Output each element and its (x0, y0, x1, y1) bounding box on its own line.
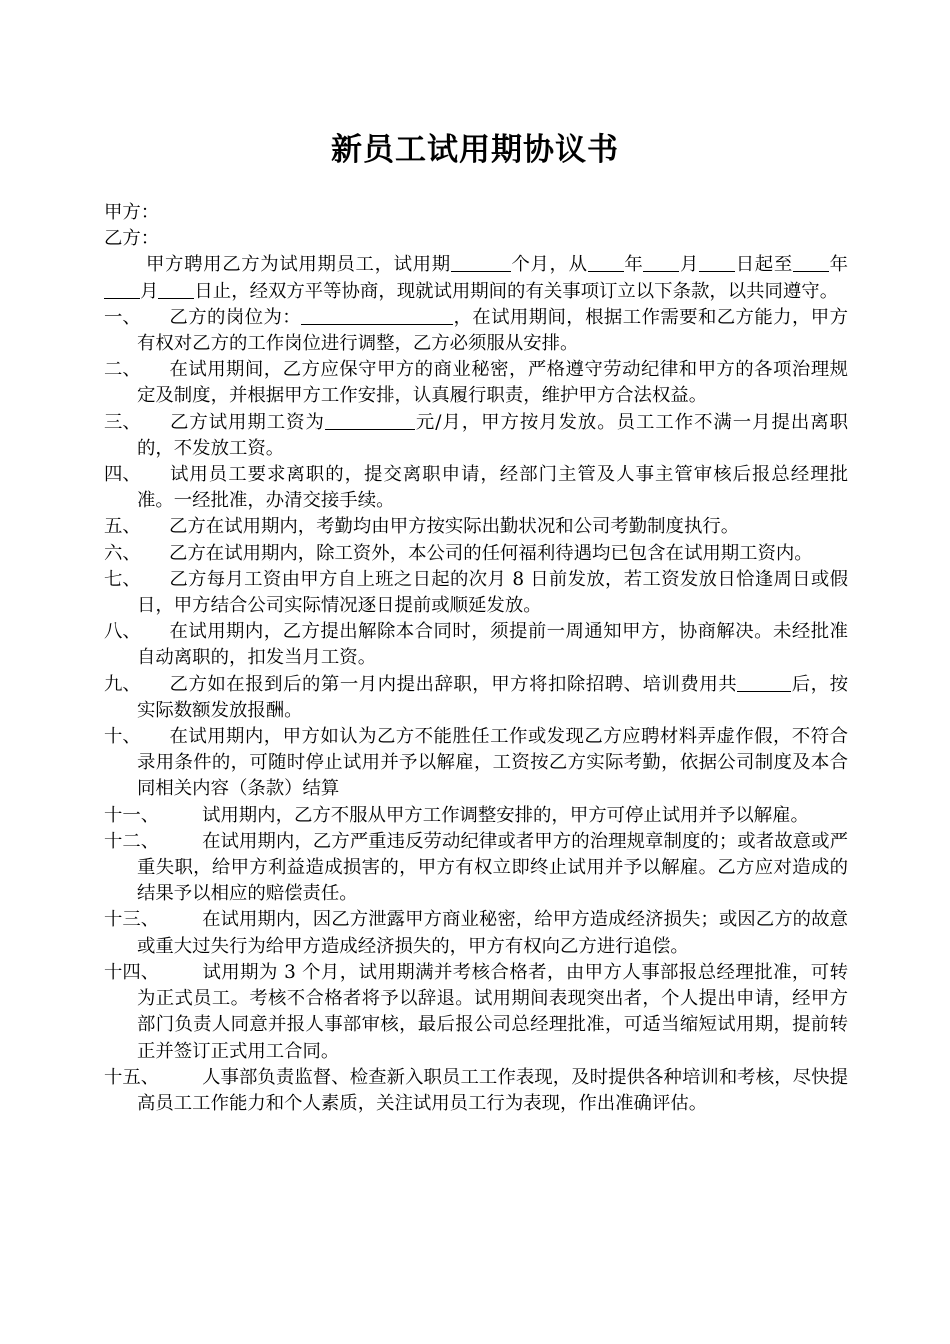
clause-text: ，在试用期间，根据工作需要和乙方能力，甲方有权对乙方的工作岗位进行调整，乙方必须服从安排。 (137, 306, 848, 355)
intro-text-5: 日起至 (735, 254, 793, 276)
clause-number: 十二、 (104, 830, 160, 852)
intro-text-7: 月 (140, 280, 159, 302)
intro-text-3: 年 (623, 254, 644, 276)
clause-number: 二、 (104, 359, 141, 381)
clause-number: 十、 (104, 726, 141, 748)
clause-number: 十一、 (104, 804, 160, 826)
clause-number: 七、 (104, 568, 141, 590)
clause-number: 九、 (104, 673, 141, 695)
clause-text: 试用员工要求离职的，提交离职申请，经部门主管及人事主管审核后报总经理批准。一经批准，办清交接手续。 (137, 464, 848, 512)
start-month-blank[interactable] (643, 253, 679, 272)
probation-months-blank[interactable] (451, 253, 511, 272)
clause-text: 在试用期内，乙方提出解除本合同时，须提前一周通知甲方，协商解决。未经批准自动离职的，扣发当月工资。 (137, 621, 848, 669)
clause-text: 乙方在试用期内，除工资外，本公司的任何福利待遇均已包含在试用期工资内。 (169, 542, 813, 564)
clause-9 (104, 672, 848, 724)
clause-text: 试用期为 3 个月，试用期满并考核合格者，由甲方人事部报总经理批准，可转为正式员工。考核不合格者将予以辞退。试用期间表现突出者，个人提出申请，经甲方部门负责人同意并报人事部审核，最后报公司总经理批准，可适当缩短试用期，提前转正并签订正式用工合同。 (137, 961, 848, 1062)
clause-text: 在试用期内，乙方严重违反劳动纪律或者甲方的治理规章制度的；或者故意或严重失职，给甲方利益造成损害的，甲方有权立即终止试用并予以解雇。乙方应对造成的结果予以相应的赔偿责任。 (137, 830, 848, 905)
intro-text-8: 日止，经双方平等协商，现就试用期间的有关事项订立以下条款，以共同遵守。 (194, 280, 839, 302)
clause-2 (104, 357, 848, 409)
clause-text: 元/月，甲方按月发放。员工工作不满一月提出离职的，不发放工资。 (137, 411, 848, 459)
intro-text-1: 甲方聘用乙方为试用期员工，试用期 (146, 254, 451, 276)
clause-3 (104, 410, 848, 462)
intro-paragraph (104, 252, 848, 304)
clause-13 (104, 907, 848, 959)
clause-number: 十三、 (104, 909, 160, 931)
clause-text: 乙方试用期工资为 (169, 411, 325, 433)
clause-number: 四、 (104, 464, 141, 486)
end-month-blank[interactable] (104, 280, 140, 299)
clause-text: 试用期内，乙方不服从甲方工作调整安排的，甲方可停止试用并予以解雇。 (202, 804, 809, 826)
intro-text-2: 个月，从 (510, 254, 588, 276)
clause-12 (104, 829, 848, 908)
clause-text: 在试用期内，因乙方泄露甲方商业秘密，给甲方造成经济损失；或因乙方的故意或重大过失行为给甲方造成经济损失的，甲方有权向乙方进行追偿。 (137, 909, 848, 957)
end-year-blank[interactable] (793, 253, 829, 272)
intro-text-4: 月 (679, 254, 700, 276)
clause-number: 五、 (104, 516, 141, 538)
training-fee-blank[interactable] (737, 673, 791, 692)
clause-text: 在试用期间，乙方应保守甲方的商业秘密，严格遵守劳动纪律和甲方的各项治理规定及制度，并根据甲方工作安排，认真履行职责，维护甲方合法权益。 (137, 359, 848, 407)
start-day-blank[interactable] (699, 253, 735, 272)
clause-number: 十四、 (104, 961, 160, 983)
start-year-blank[interactable] (588, 253, 624, 272)
clause-number: 一、 (104, 306, 141, 328)
clause-text: 在试用期内，甲方如认为乙方不能胜任工作或发现乙方应聘材料弄虚作假，不符合录用条件的，可随时停止试用并予以解雇，工资按乙方实际考勤，依据公司制度及本合同相关内容（条款）结算 (137, 726, 848, 800)
clause-15 (104, 1065, 848, 1117)
clause-text: 乙方每月工资由甲方自上班之日起的次月 8 日前发放，若工资发放日恰逢周日或假日，甲方结合公司实际情况逐日提前或顺延发放。 (137, 568, 848, 617)
party-a-label: 甲方： (104, 202, 160, 223)
clause-10 (104, 724, 848, 803)
clause-4 (104, 462, 848, 514)
clause-text: 乙方在试用期内，考勤均由甲方按实际出勤状况和公司考勤制度执行。 (169, 516, 740, 538)
party-b-label: 乙方： (104, 228, 160, 250)
clause-11 (104, 803, 848, 829)
intro-text-6: 年 (828, 254, 848, 276)
clause-1 (104, 305, 848, 357)
clause-text: 乙方如在报到后的第一月内提出辞职，甲方将扣除招聘、培训费用共 (169, 673, 738, 695)
end-day-blank[interactable] (158, 280, 194, 299)
clause-14 (104, 960, 848, 1065)
clause-text: 后，按实际数额发放报酬。 (137, 673, 848, 721)
clause-number: 三、 (104, 411, 141, 433)
salary-blank[interactable] (325, 411, 415, 430)
document-body (104, 200, 848, 1117)
clause-number: 八、 (104, 621, 141, 643)
clause-7 (104, 567, 848, 619)
position-blank[interactable] (301, 306, 453, 325)
clause-number: 十五、 (104, 1066, 160, 1088)
clause-text: 人事部负责监督、检查新入职员工工作表现，及时提供各种培训和考核，尽快提高员工工作能力和个人素质，关注试用员工行为表现，作出准确评估。 (137, 1066, 848, 1114)
clause-text: 乙方的岗位为： (169, 306, 302, 328)
clause-number: 六、 (104, 542, 141, 564)
clause-6 (104, 541, 848, 567)
clause-8 (104, 619, 848, 671)
clause-5 (104, 514, 848, 540)
document-title: 新员工试用期协议书 (331, 132, 619, 168)
